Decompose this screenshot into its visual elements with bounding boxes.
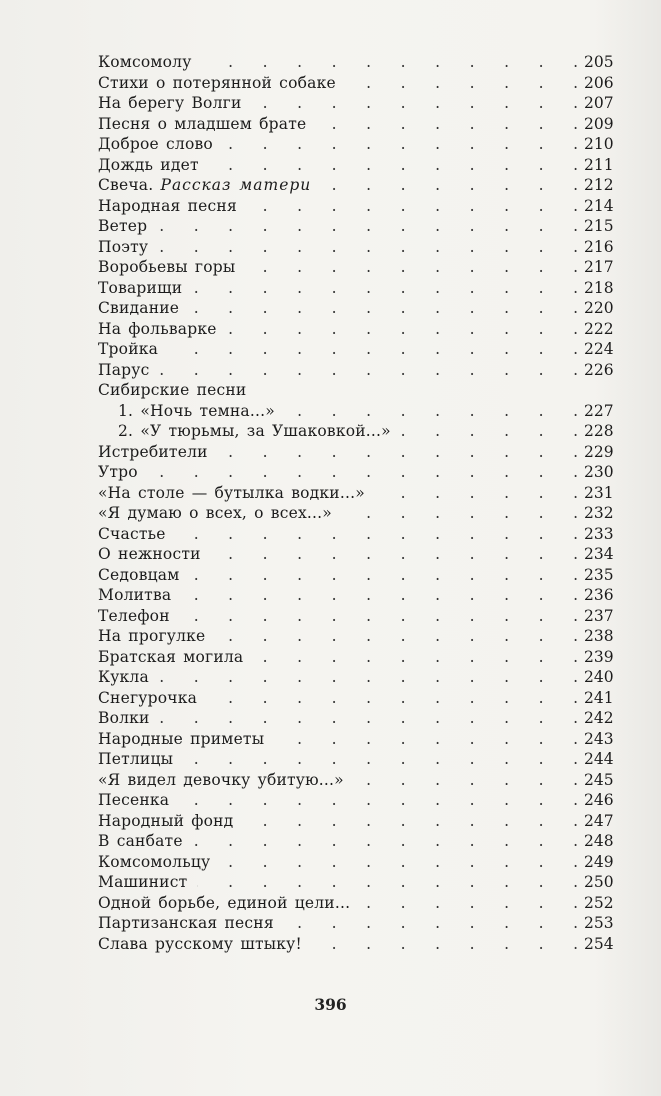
dot-leader: [190, 565, 579, 586]
toc-entry-title: [98, 770, 344, 791]
toc-entry: [98, 93, 612, 114]
toc-entry-page: 241: [584, 688, 614, 707]
toc-entry: [98, 298, 612, 319]
dot-leader: [375, 483, 578, 504]
dot-leader: [179, 790, 578, 811]
toc-entry-title: [98, 585, 171, 606]
toc-entry-title: [98, 52, 192, 73]
toc-entry-title-text: Снегурочка: [98, 688, 198, 707]
dot-leader: [211, 544, 578, 565]
toc-entry-title: [98, 544, 201, 565]
dot-leader: [183, 749, 578, 770]
dot-leader: [316, 114, 578, 135]
toc-entry-title: [98, 667, 149, 688]
toc-entry-title-text: «Я видел девочку убитую...»: [98, 770, 344, 789]
toc-entry-title-text: Кукла: [98, 668, 149, 686]
toc-entry-page: 234: [584, 545, 614, 563]
dot-leader: [215, 626, 578, 647]
toc-entry: [98, 565, 612, 586]
toc-entry-title-text: Стихи о потерянной собаке: [98, 73, 336, 92]
dot-leader: [401, 421, 578, 442]
toc-entry-title-text: Счастье: [98, 524, 166, 543]
dot-leader: [321, 175, 578, 196]
dot-leader: [223, 134, 578, 155]
toc-entry: [98, 708, 612, 729]
toc-entry: [98, 585, 612, 606]
toc-entry-title: [98, 237, 148, 258]
dot-leader: [180, 606, 578, 627]
toc-entry-page: 232: [584, 504, 614, 522]
dot-leader: [159, 360, 578, 381]
toc-entry-title: [98, 339, 158, 360]
dot-leader: [157, 216, 578, 237]
dot-leader: [192, 278, 578, 299]
toc-entry-page: 238: [584, 627, 614, 645]
toc-entry-title-text: Народный фонд: [98, 811, 234, 830]
table-of-contents: [98, 52, 612, 954]
toc-entry-title-text: 2. «У тюрьмы, за Ушаковкой...»: [118, 422, 391, 440]
toc-entry-title-text: Комсомолу: [98, 53, 192, 71]
toc-entry-title: [98, 216, 147, 237]
toc-entry: [98, 462, 612, 483]
toc-entry: [98, 503, 612, 524]
toc-entry-title: [98, 688, 197, 709]
toc-entry-title-text: Молитва: [98, 586, 172, 604]
toc-entry-page: 224: [584, 340, 614, 358]
toc-entry-page: 231: [584, 483, 614, 502]
toc-entry-page: 214: [584, 196, 614, 215]
toc-entry-page: 248: [584, 832, 614, 850]
toc-entry-title-text: Народная песня: [98, 196, 237, 215]
toc-entry-title: [98, 524, 166, 545]
toc-entry-title: [98, 421, 391, 442]
toc-entry-title: [98, 462, 138, 483]
dot-leader: [148, 462, 578, 483]
toc-entry-title: [98, 483, 365, 504]
toc-entry-page: 229: [584, 442, 614, 461]
toc-entry-page: 249: [584, 852, 614, 871]
toc-entry-page: 240: [584, 668, 614, 686]
toc-entry-title: [98, 934, 302, 955]
toc-entry-title: [98, 114, 306, 135]
toc-entry-title-text: «Я думаю о всех, о всех...»: [98, 504, 332, 522]
toc-entry-page: 215: [584, 217, 614, 235]
toc-entry-title-text: Поэту: [98, 237, 149, 256]
toc-entry: [98, 544, 612, 565]
toc-entry-page: 246: [584, 791, 614, 809]
toc-entry-title-text: Ветер: [98, 217, 148, 235]
toc-entry-title: [98, 73, 336, 94]
toc-entry-title-text: Доброе слово: [98, 135, 213, 153]
toc-entry-title-text: «На столе — бутылка водки...»: [98, 483, 365, 502]
dot-leader: [354, 770, 578, 791]
toc-entry-title: [98, 196, 237, 217]
toc-entry-subtitle: Рассказ матери: [160, 176, 312, 194]
toc-entry-title: [98, 729, 264, 750]
toc-entry-title: [98, 93, 241, 114]
dot-leader: [346, 73, 578, 94]
toc-entry-title-text: Волки: [98, 709, 150, 727]
toc-entry-page: 245: [584, 770, 614, 789]
toc-entry-title-text: Петлицы: [98, 750, 174, 768]
dot-leader: [285, 401, 578, 422]
dot-leader: [218, 442, 578, 463]
dot-leader: [245, 257, 578, 278]
toc-entry-title: [98, 913, 274, 934]
toc-entry: [98, 893, 612, 914]
dot-leader: [197, 872, 578, 893]
toc-entry-page: 247: [584, 811, 614, 830]
toc-entry-title-text: На прогулке: [98, 627, 206, 645]
toc-entry-title: [98, 708, 150, 729]
dot-leader: [360, 893, 578, 914]
toc-entry: [98, 257, 612, 278]
dot-leader: [181, 585, 578, 606]
dot-leader: [160, 708, 578, 729]
toc-entry: [98, 770, 612, 791]
toc-entry: [98, 175, 612, 196]
toc-entry-title-text: Слава русскому штыку!: [98, 934, 302, 953]
toc-entry: [98, 647, 612, 668]
toc-entry: [98, 155, 612, 176]
toc-entry-title: [98, 278, 182, 299]
toc-entry: [98, 688, 612, 709]
dot-leader: [193, 831, 578, 852]
toc-entry-page: 205: [584, 53, 614, 71]
toc-entry-page: 211: [584, 155, 614, 174]
toc-entry-title: [98, 380, 246, 401]
dot-leader: [202, 52, 578, 73]
toc-entry: [98, 483, 612, 504]
toc-entry-title-text: Песенка: [98, 791, 170, 809]
toc-entry: [98, 934, 612, 955]
toc-entry-title: [98, 257, 235, 278]
toc-entry-title-text: Партизанская песня: [98, 914, 274, 932]
toc-entry-title: [98, 872, 187, 893]
toc-entry-page: 220: [584, 299, 614, 317]
toc-entry-page: 236: [584, 586, 614, 604]
toc-entry-title-text: Свеча.: [98, 176, 154, 194]
toc-entry-title-text: Седовцам: [98, 565, 180, 584]
toc-entry: [98, 831, 612, 852]
dot-leader: [312, 934, 578, 955]
dot-leader: [176, 524, 578, 545]
toc-entry-title-text: Комсомольцу: [98, 852, 211, 871]
toc-entry: [98, 442, 612, 463]
toc-entry: [98, 360, 612, 381]
toc-entry-page: 230: [584, 463, 614, 481]
toc-subentry: [98, 401, 612, 422]
toc-entry-page: 216: [584, 237, 614, 256]
toc-entry-page: 222: [584, 319, 614, 338]
toc-entry-title: [98, 893, 350, 914]
toc-entry-title-text: Одной борьбе, единой цели...: [98, 893, 351, 912]
toc-entry-page: 210: [584, 135, 614, 153]
toc-entry-title: [98, 790, 169, 811]
toc-entry: [98, 380, 612, 401]
toc-entry-title: [98, 319, 217, 340]
toc-entry-page: 209: [584, 114, 614, 133]
toc-entry-page: 244: [584, 750, 614, 768]
toc-entry-page: 239: [584, 647, 614, 666]
toc-entry: [98, 872, 612, 893]
toc-entry: [98, 114, 612, 135]
toc-entry-title-text: На берегу Волги: [98, 94, 242, 112]
dot-leader: [227, 319, 578, 340]
dot-leader: [207, 688, 578, 709]
toc-entry-title-text: Воробьевы горы: [98, 258, 236, 276]
dot-leader: [342, 503, 578, 524]
toc-entry-page: 253: [584, 914, 614, 932]
toc-entry-page: 218: [584, 278, 614, 297]
toc-entry: [98, 626, 612, 647]
toc-entry-title-text: Песня о младшем брате: [98, 114, 307, 133]
toc-entry-title: [98, 442, 208, 463]
toc-entry-page: 237: [584, 606, 614, 625]
toc-entry: [98, 196, 612, 217]
dot-leader: [274, 729, 578, 750]
toc-entry-page: 227: [584, 401, 614, 420]
toc-entry-title: [98, 155, 199, 176]
toc-entry: [98, 52, 612, 73]
toc-entry: [98, 319, 612, 340]
dot-leader: [209, 155, 578, 176]
toc-entry-title-text: 1. «Ночь темна...»: [118, 401, 275, 420]
toc-entry: [98, 134, 612, 155]
toc-entry: [98, 524, 612, 545]
toc-entry-page: 206: [584, 73, 614, 92]
toc-entry-title-text: Братская могила: [98, 647, 244, 666]
toc-entry-page: 226: [584, 360, 614, 379]
page-number: 396: [314, 995, 347, 1014]
toc-entry-page: 242: [584, 709, 614, 727]
toc-entry-title-text: Машинист: [98, 873, 188, 891]
toc-entry: [98, 606, 612, 627]
toc-entry: [98, 339, 612, 360]
dot-leader: [158, 237, 578, 258]
toc-entry-title-text: На фольварке: [98, 319, 217, 338]
toc-entry-title-text: Свидание: [98, 299, 180, 317]
toc-entry: [98, 729, 612, 750]
toc-entry-title: [98, 503, 332, 524]
toc-entry-title: [98, 298, 179, 319]
toc-entry-title: [98, 749, 173, 770]
toc-entry-page: 207: [584, 94, 614, 112]
toc-entry: [98, 790, 612, 811]
toc-entry-page: 212: [584, 176, 614, 194]
toc-entry-title-text: Дождь идет: [98, 155, 199, 174]
toc-entry-title: [98, 811, 233, 832]
toc-entry: [98, 216, 612, 237]
toc-entry-title-text: О нежности: [98, 545, 201, 563]
dot-leader: [251, 93, 578, 114]
toc-entry-title: [98, 606, 170, 627]
toc-entry-page: 243: [584, 729, 614, 748]
toc-entry-page: 228: [584, 422, 614, 440]
toc-entry-title: [98, 852, 210, 873]
toc-entry-title-text: Телефон: [98, 606, 170, 625]
toc-entry-title-text: В санбате: [98, 832, 183, 850]
toc-entry-page: 252: [584, 893, 614, 912]
toc-entry-page: 233: [584, 524, 614, 543]
toc-entry-title-text: Сибирские песни: [98, 381, 247, 399]
toc-entry-title: [98, 134, 213, 155]
toc-entry: [98, 73, 612, 94]
toc-entry-title: [98, 831, 183, 852]
dot-leader: [247, 196, 578, 217]
toc-entry-page: 217: [584, 258, 614, 276]
dot-leader: [189, 298, 578, 319]
toc-entry-title: [98, 626, 205, 647]
toc-entry-title: [98, 647, 243, 668]
toc-entry-title-text: Товарищи: [98, 278, 183, 297]
toc-entry-title: [98, 401, 275, 422]
toc-entry: [98, 913, 612, 934]
dot-leader: [159, 667, 578, 688]
toc-entry-page: 235: [584, 565, 614, 584]
toc-entry: [98, 237, 612, 258]
toc-entry-title: [98, 175, 311, 196]
dot-leader: [168, 339, 578, 360]
toc-entry-page: 254: [584, 934, 614, 953]
toc-entry: [98, 852, 612, 873]
toc-subentry: [98, 421, 612, 442]
toc-entry-page: 250: [584, 873, 614, 891]
dot-leader: [253, 647, 578, 668]
toc-entry-title-text: Парус: [98, 360, 150, 379]
dot-leader: [220, 852, 578, 873]
toc-entry-title-text: Народные приметы: [98, 729, 265, 748]
toc-entry-title: [98, 360, 149, 381]
toc-entry: [98, 667, 612, 688]
toc-entry-title-text: Истребители: [98, 442, 208, 461]
toc-entry-title-text: Утро: [98, 463, 138, 481]
toc-entry: [98, 749, 612, 770]
dot-leader: [284, 913, 578, 934]
toc-entry-title-text: Тройка: [98, 340, 159, 358]
toc-entry-title: [98, 565, 180, 586]
toc-entry: [98, 278, 612, 299]
dot-leader: [243, 811, 578, 832]
toc-entry: [98, 811, 612, 832]
